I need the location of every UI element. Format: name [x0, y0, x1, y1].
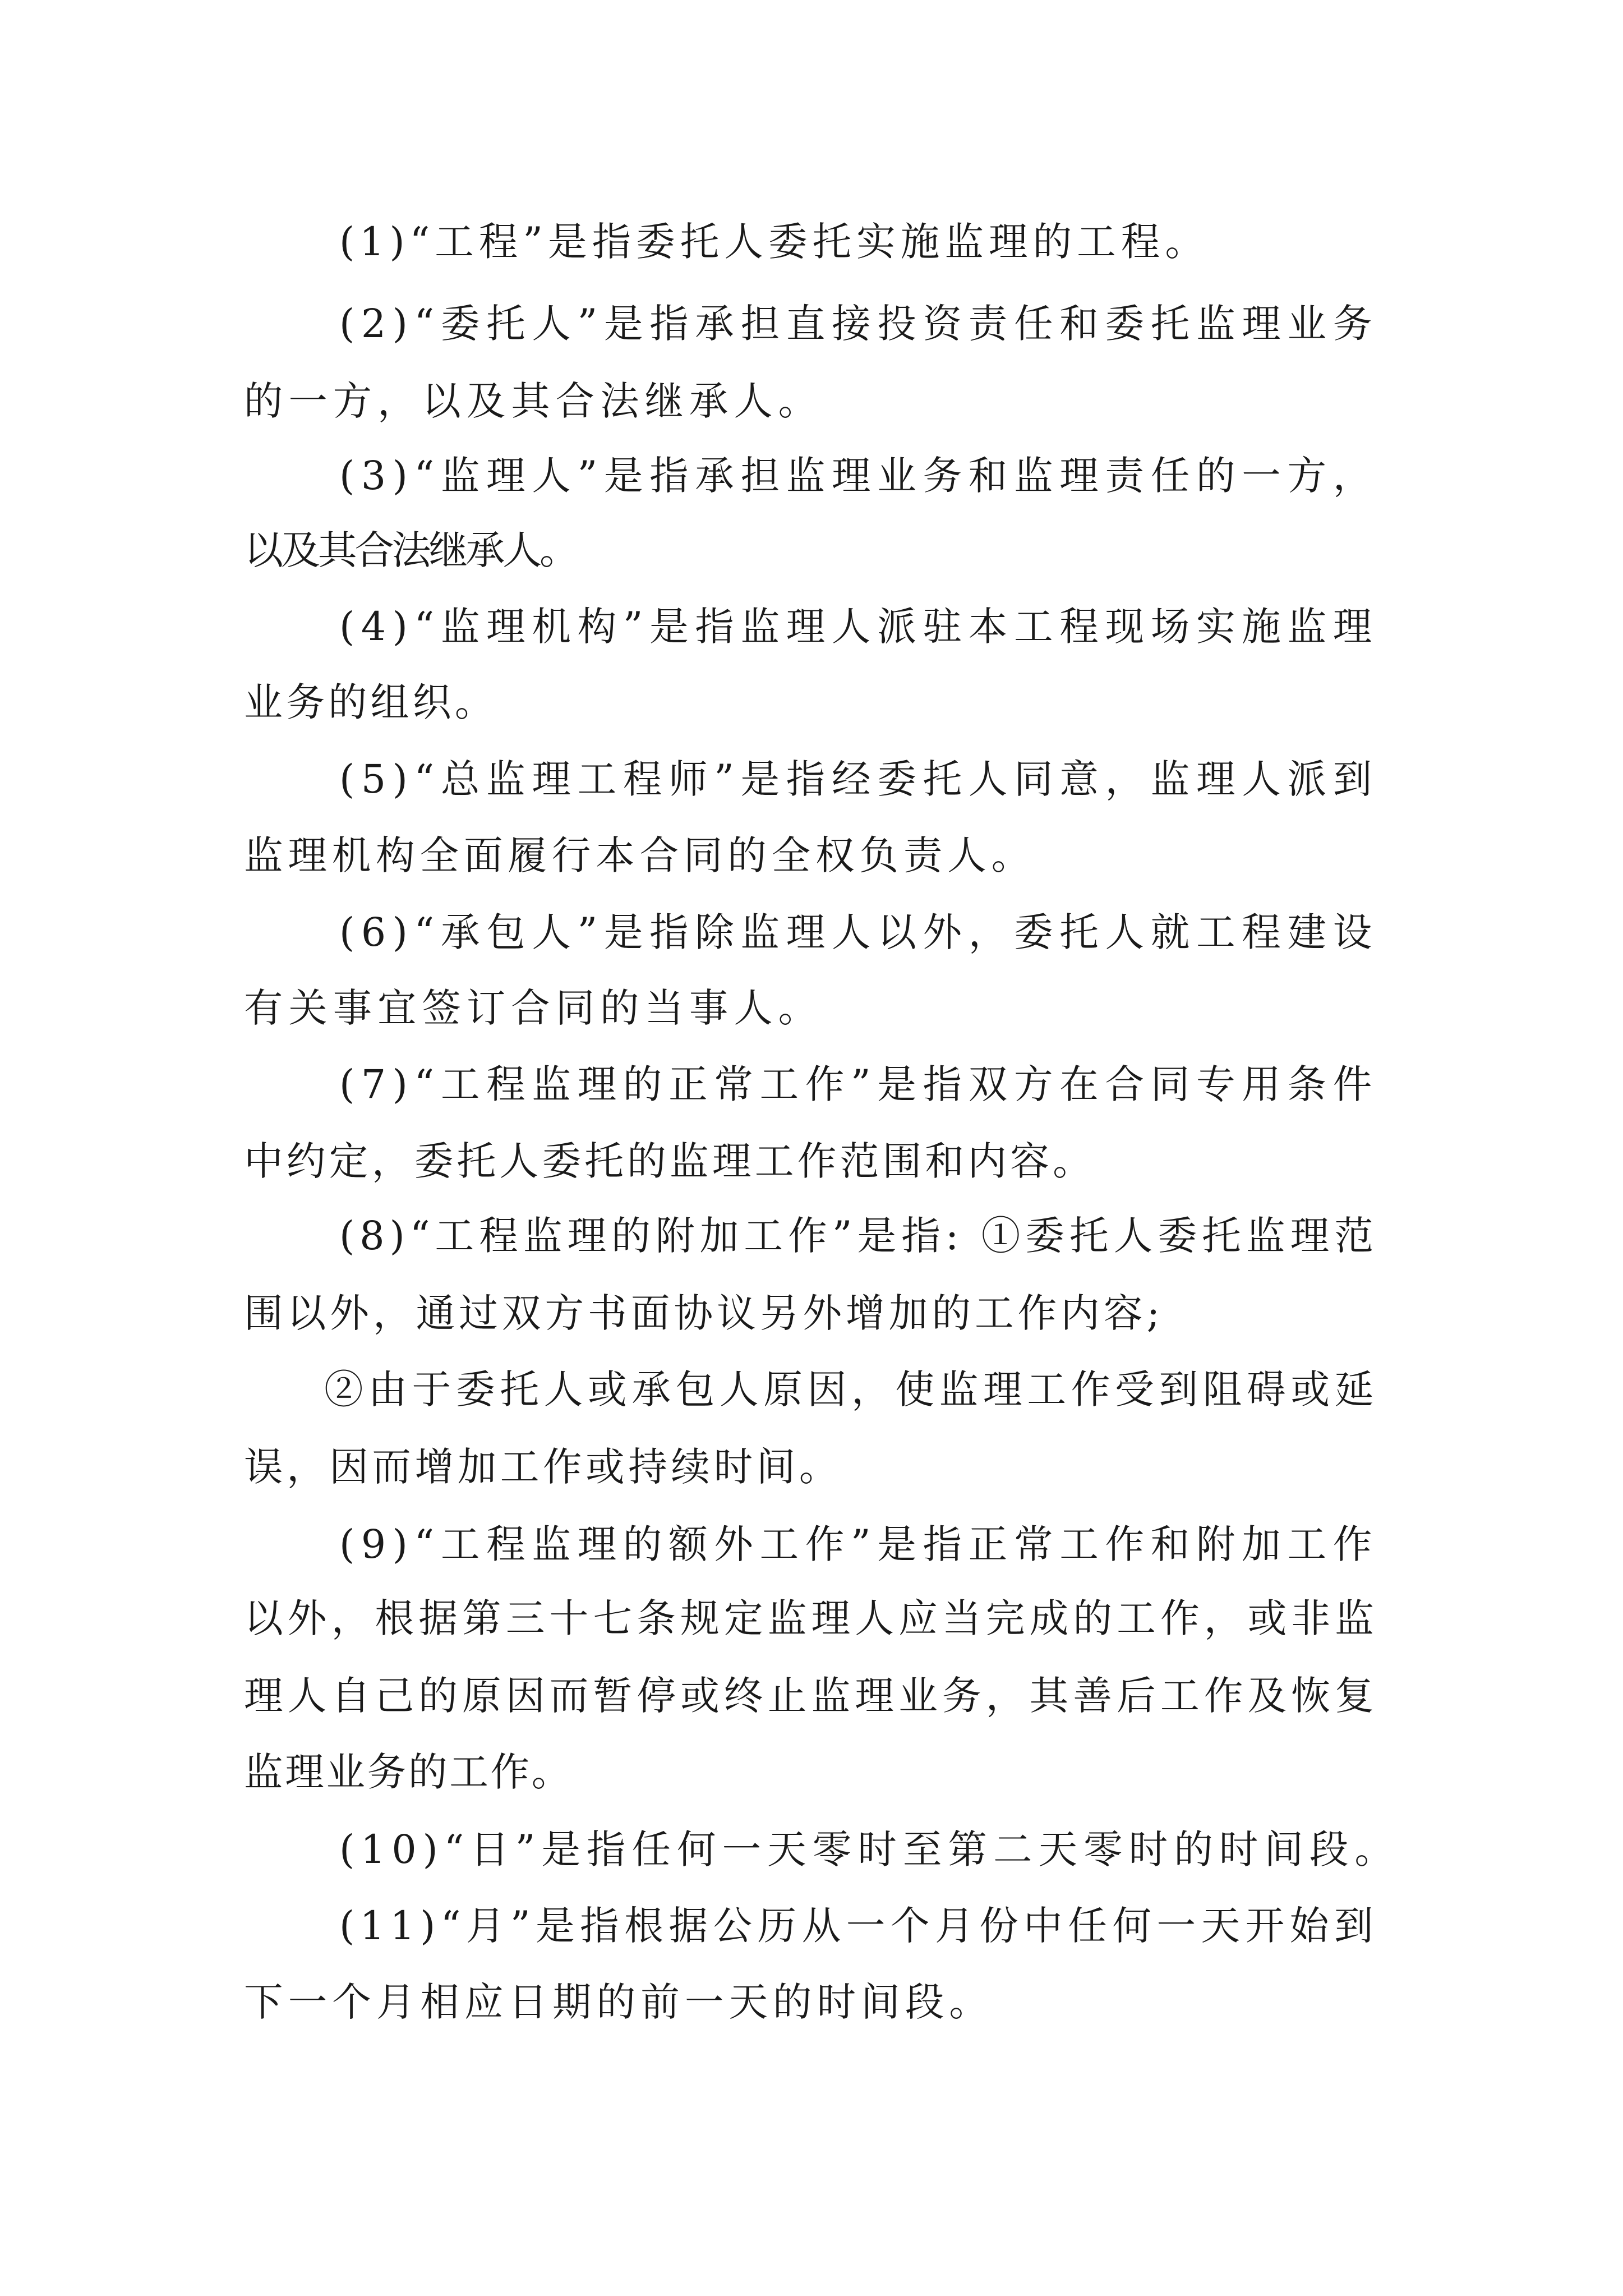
text-line-8: (5)“总监理工程师”是指经委托人同意，监理人派到 — [339, 756, 1378, 802]
text-line-1: (1)“工程”是指委托人委托实施监理的工程。 — [339, 219, 1209, 265]
text-line-23: (11)“月”是指根据公历从一个月份中任何一天开始到 — [339, 1903, 1378, 1949]
text-line-7: 业务的组织。 — [244, 679, 497, 725]
text-line-20: 理人自己的原因而暂停或终止监理业务，其善后工作及恢复 — [244, 1673, 1378, 1719]
text-line-15: 围以外，通过双方书面协议另外增加的工作内容; — [244, 1290, 1164, 1336]
text-line-19: 以外，根据第三十七条规定监理人应当完成的工作，或非监 — [244, 1595, 1378, 1641]
text-line-9: 监理机构全面履行本合同的全权负责人。 — [244, 832, 1035, 878]
text-line-18: (9)“工程监理的额外工作”是指正常工作和附加工作 — [339, 1521, 1378, 1567]
text-line-14: (8)“工程监理的附加工作”是指: ①委托人委托监理范 — [339, 1213, 1378, 1259]
text-line-13: 中约定，委托人委托的监理工作范围和内容。 — [244, 1138, 1095, 1184]
text-line-16: ②由于委托人或承包人原因，使监理工作受到阻碍或延 — [324, 1366, 1378, 1412]
text-line-5: 以及其合法继承人。 — [244, 527, 577, 573]
text-line-4: (3)“监理人”是指承担监理业务和监理责任的一方， — [339, 453, 1378, 499]
text-line-12: (7)“工程监理的正常工作”是指双方在合同专用条件 — [339, 1061, 1378, 1107]
text-line-17: 误，因而增加工作或持续时间。 — [244, 1444, 842, 1490]
text-line-24: 下一个月相应日期的前一天的时间段。 — [244, 1979, 993, 2025]
text-line-11: 有关事宜签订合同的当事人。 — [244, 985, 823, 1031]
text-line-21: 监理业务的工作。 — [244, 1749, 573, 1795]
text-line-6: (4)“监理机构”是指监理人派驻本工程现场实施监理 — [339, 604, 1378, 650]
text-line-10: (6)“承包人”是指除监理人以外，委托人就工程建设 — [339, 909, 1378, 955]
text-line-22: (10)“日”是指任何一天零时至第二天零时的时间段。 — [339, 1826, 1400, 1872]
text-line-2: (2)“委托人”是指承担直接投资责任和委托监理业务 — [339, 301, 1378, 347]
text-line-3: 的一方，以及其合法继承人。 — [244, 378, 823, 424]
